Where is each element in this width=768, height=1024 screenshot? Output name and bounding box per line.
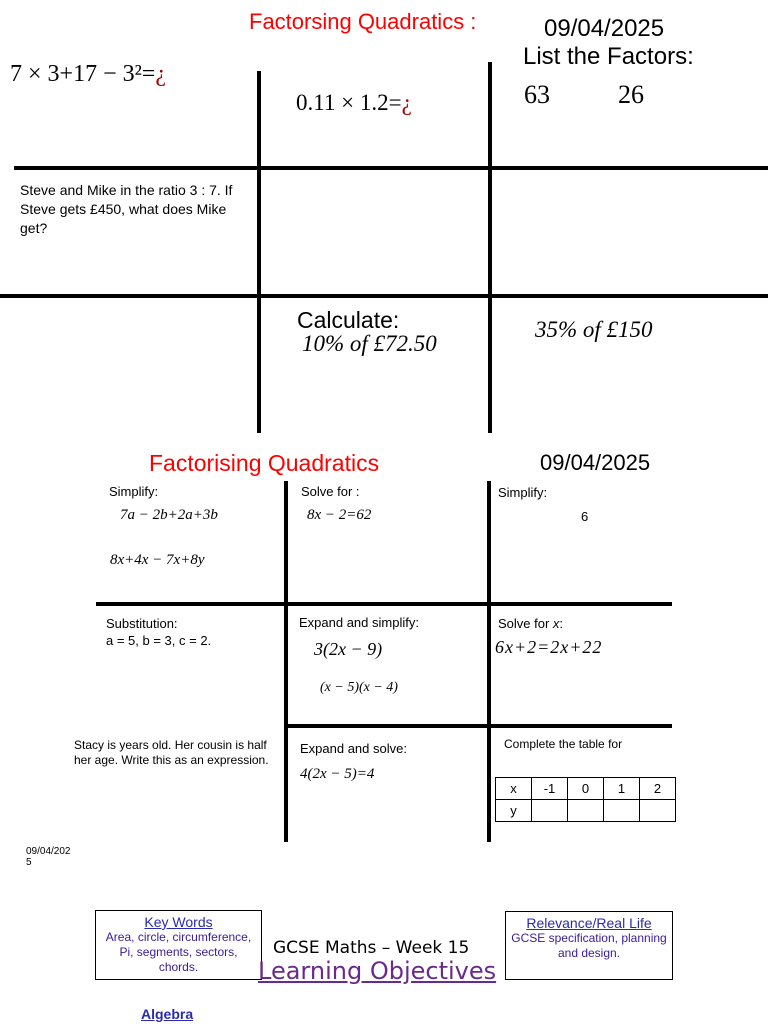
top-grid-hline-2 [0, 294, 768, 298]
solve-x-equation: 6x+2=2x+22 [495, 637, 603, 657]
bottom-title: Factorising Quadratics [149, 450, 380, 476]
table-row-x [496, 778, 676, 800]
bottom-date: 09/04/2025 [540, 450, 651, 475]
bottom-grid-hline-2 [285, 724, 672, 728]
simplify-label-1: Simplify: [109, 484, 159, 499]
factor-26: 26 [618, 80, 644, 109]
solve-for-label: Solve for : [301, 484, 360, 499]
calc-35-percent: 35% of £150 [535, 317, 653, 342]
simplify-expression-1: 7a − 2b+2a+3b [120, 507, 218, 523]
factor-63: 63 [524, 80, 550, 109]
expand-simplify-label: Expand and simplify: [299, 615, 419, 630]
simplify-value: 6 [581, 509, 589, 524]
footer-date: 09/04/2025 [26, 846, 71, 868]
table-row-y [496, 800, 676, 822]
top-grid-vline-1 [257, 71, 261, 433]
expand-solve-label: Expand and solve: [300, 741, 407, 756]
key-words-body: Area, circle, circumference, Pi, segments, sectors, chords. [105, 930, 252, 974]
values-table [495, 777, 676, 822]
solve-equation: 8x − 2=62 [307, 507, 372, 523]
substitution-label: Substitution: [106, 616, 178, 631]
expand-expression-1: 3(2x − 9) [314, 639, 383, 659]
course-title: GCSE Maths – Week 15 [273, 938, 470, 958]
bottom-grid-vline-1 [284, 481, 288, 842]
table-cell: 1 [604, 778, 640, 800]
key-words-box [95, 910, 262, 980]
simplify-label-2: Simplify: [498, 485, 548, 500]
complete-table-label: Complete the table for [504, 737, 623, 751]
arithmetic-expression-2: 0.11 × 1.2=¿ [296, 90, 412, 115]
table-cell [640, 800, 676, 822]
relevance-link[interactable]: Relevance/Real Life [526, 915, 652, 931]
table-cell [568, 800, 604, 822]
relevance-box [505, 911, 673, 980]
top-grid-hline-1 [14, 166, 768, 170]
algebra-link[interactable]: Algebra [141, 1006, 194, 1022]
top-date: 09/04/2025 [544, 15, 665, 42]
expand-solve-equation: 4(2x − 5)=4 [300, 766, 375, 782]
relevance-body: GCSE specification, planning and design. [511, 931, 667, 960]
learning-objectives-link[interactable]: Learning Objectives [258, 957, 497, 985]
table-cell: 2 [640, 778, 676, 800]
table-cell: -1 [532, 778, 568, 800]
solve-for-x-label: Solve for x: [498, 616, 564, 631]
simplify-expression-2: 8x+4x − 7x+8y [110, 552, 205, 568]
table-cell: 0 [568, 778, 604, 800]
table-cell [604, 800, 640, 822]
bottom-grid-hline-1 [96, 602, 672, 606]
calculate-label: Calculate: [297, 307, 400, 333]
calc-10-percent: 10% of £72.50 [302, 331, 437, 356]
expand-expression-2: (x − 5)(x − 4) [320, 680, 398, 695]
table-cell [532, 800, 568, 822]
bottom-grid-vline-2 [487, 481, 491, 842]
table-cell: y [496, 800, 532, 822]
ratio-question: Steve and Mike in the ratio 3 : 7. If Steve gets £450, what does Mike get? [20, 182, 233, 236]
table-cell: x [496, 778, 532, 800]
stacy-question: Stacy is years old. Her cousin is half her age. Write this as an expression. [74, 738, 269, 767]
key-words-link[interactable]: Key Words [144, 914, 213, 930]
substitution-values: a = 5, b = 3, c = 2. [106, 633, 212, 648]
list-factors-label: List the Factors: [523, 43, 694, 70]
top-title: Factorsing Quadratics : [249, 9, 477, 34]
top-grid-vline-2 [488, 62, 492, 433]
arithmetic-expression-1: 7 × 3+17 − 3²=¿ [10, 61, 166, 87]
